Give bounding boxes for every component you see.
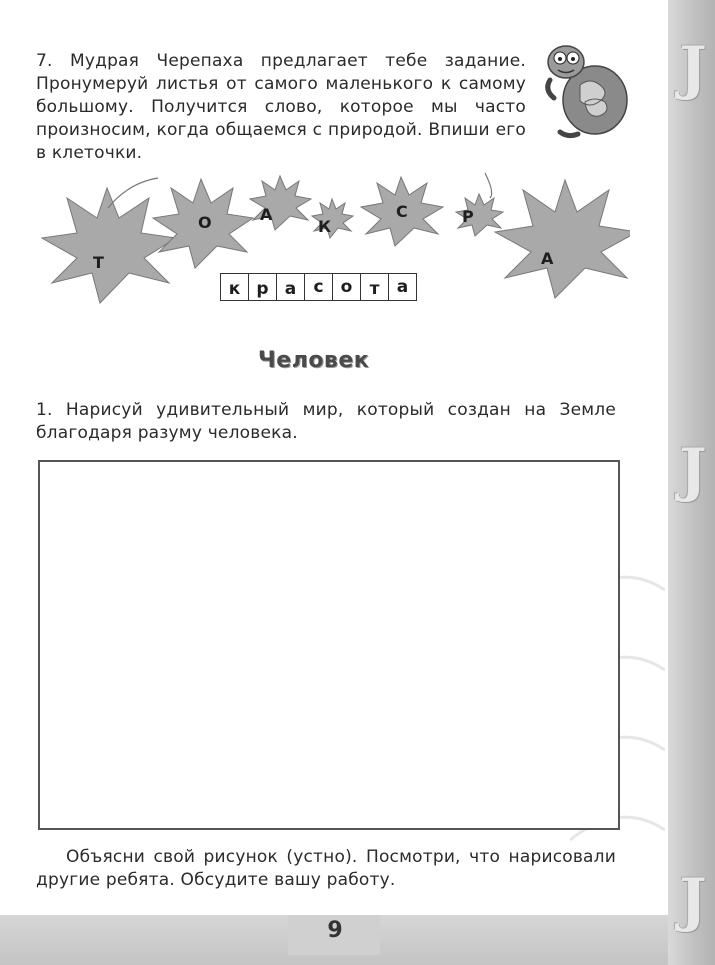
answer-cell[interactable]: р [249, 274, 277, 300]
section-title: Человек [258, 348, 370, 373]
leaf-letter: Р [462, 207, 474, 226]
page-number: 9 [327, 918, 343, 943]
leaf-letter: О [198, 213, 212, 232]
answer-grid [220, 273, 417, 301]
letter-j-decoration: J [679, 436, 707, 504]
answer-cell[interactable]: а [277, 274, 305, 300]
task-1-text: 1. Нарисуй удивительный мир, который создан на Земле благодаря разуму человека. [36, 400, 616, 443]
leaf-letter: С [396, 202, 408, 221]
turtle-illustration [540, 40, 632, 140]
discussion-text: Объясни свой рисунок (устно). Посмотри, что нарисовали другие ребята. Обсудите вашу работу. [36, 847, 616, 890]
answer-cell[interactable]: о [333, 274, 361, 300]
leaf-letter: К [318, 217, 332, 236]
answer-cell[interactable]: т [361, 274, 389, 300]
leaf-letter: А [260, 205, 273, 224]
leaf-letter: А [541, 249, 554, 268]
answer-cell[interactable]: а [396, 277, 409, 297]
drawing-area[interactable] [38, 460, 620, 830]
task-7-text: 7. Мудрая Черепаха предлагает тебе задание. Пронумеруй листья от самого маленького к самому большому. Получится слово, которое мы часто произносим, когда общаемся с природой. Впиши его в клеточки. [36, 51, 526, 163]
answer-cell[interactable]: к [221, 274, 249, 300]
letter-j-decoration: J [679, 34, 707, 102]
letter-j-decoration: J [679, 866, 707, 934]
answer-cell[interactable]: с [305, 274, 333, 300]
leaf-letter: Т [93, 253, 104, 272]
